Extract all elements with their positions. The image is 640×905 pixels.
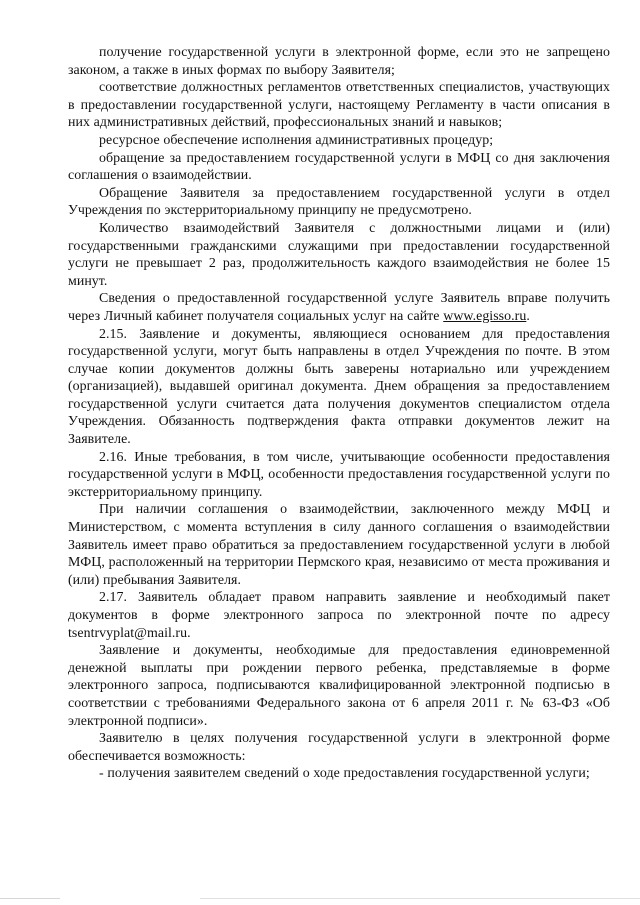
paragraph-egisso [68,290,610,325]
egisso-text-before: Сведения о предоставленной государственной услуге Заявитель вправе получить через Личный кабинет получателя социальных услуг на сайте [68,291,610,324]
paragraph-electronic-form: получение государственной услуги в электронной форме, если это не запрещено законом, а также в иных формах по выбору Заявителя; [68,45,610,78]
paragraph-mfc-agreement: При наличии соглашения о взаимодействии, заключенного между МФЦ и Министерством, с момента вступления в силу данного соглашения о взаимодействии Заявитель имеет право обратиться за предоставлением государственной услуги в любой МФЦ, расположенный на территории Пермского края, независимо от места проживания и (или) пребывания Заявителя. [68,502,610,588]
paragraph-2-15: 2.15. Заявление и документы, являющиеся основанием для предоставления государственной услуги, могут быть направлены в отдел Учреждения по почте. В этом случае копии документов должны быть заверены нотариально или учреждением (организацией), выдавшей оригинал документа. Днем обращения за предоставлением государственной услуги считается дата получения документов специалистом отдела Учреждения. Обязанность подтверждения факта отправки документов лежит на Заявителе. [68,326,610,448]
paragraph-status-info: - получения заявителем сведений о ходе предоставления государственной услуги; [99,766,590,782]
paragraph-extraterritorial: Обращение Заявителя за предоставлением государственной услуги в отдел Учреждения по экстерриториальному принципу не предусмотрено. [68,185,610,219]
paragraph-mfc-request: обращение за предоставлением государственной услуги в МФЦ со дня заключения соглашения о взаимодействии. [68,150,610,184]
paragraph-2-17: 2.17. Заявитель обладает правом направить заявление и необходимый пакет документов в форме электронного запроса по электронной почте по адресу tsentrvyplat@mail.ru. [68,590,610,641]
scan-edge-line [0,898,640,899]
paragraph-electronic-signature: Заявление и документы, необходимые для предоставления единовременной денежной выплаты при рождении первого ребенка, представляемые в форме электронного запроса, подписываются квалифицированной электронной подписью в соответствии с требованиями Федерального закона от 6 апреля 2011 г. № 63-ФЗ «Об электронной подписи». [68,643,610,729]
paragraph-job-regulations: соответствие должностных регламентов ответственных специалистов, участвующих в предоставлении государственной услуги, настоящему Регламенту в части описания в них административных действий, профессиональных знаний и навыков; [68,80,610,131]
paragraph-resource-support: ресурсное обеспечение исполнения административных процедур; [99,132,494,148]
paragraph-interactions-count: Количество взаимодействий Заявителя с должностными лицами и (или) государственными гражданскими служащими при предоставлении государственной услуги не превышает 2 раз, продолжительность каждого взаимодействия не более 15 минут. [68,220,610,289]
paragraph-possibilities: Заявителю в целях получения государственной услуги в электронной форме обеспечивается возможность: [68,731,610,764]
paragraph-2-16: 2.16. Иные требования, в том числе, учитывающие особенности предоставления государственной услуги в МФЦ, особенности предоставления государственной услуги по экстерриториальному принципу. [68,449,610,500]
egisso-text-after: . [526,308,530,324]
egisso-link[interactable]: www.egisso.ru [443,308,527,324]
